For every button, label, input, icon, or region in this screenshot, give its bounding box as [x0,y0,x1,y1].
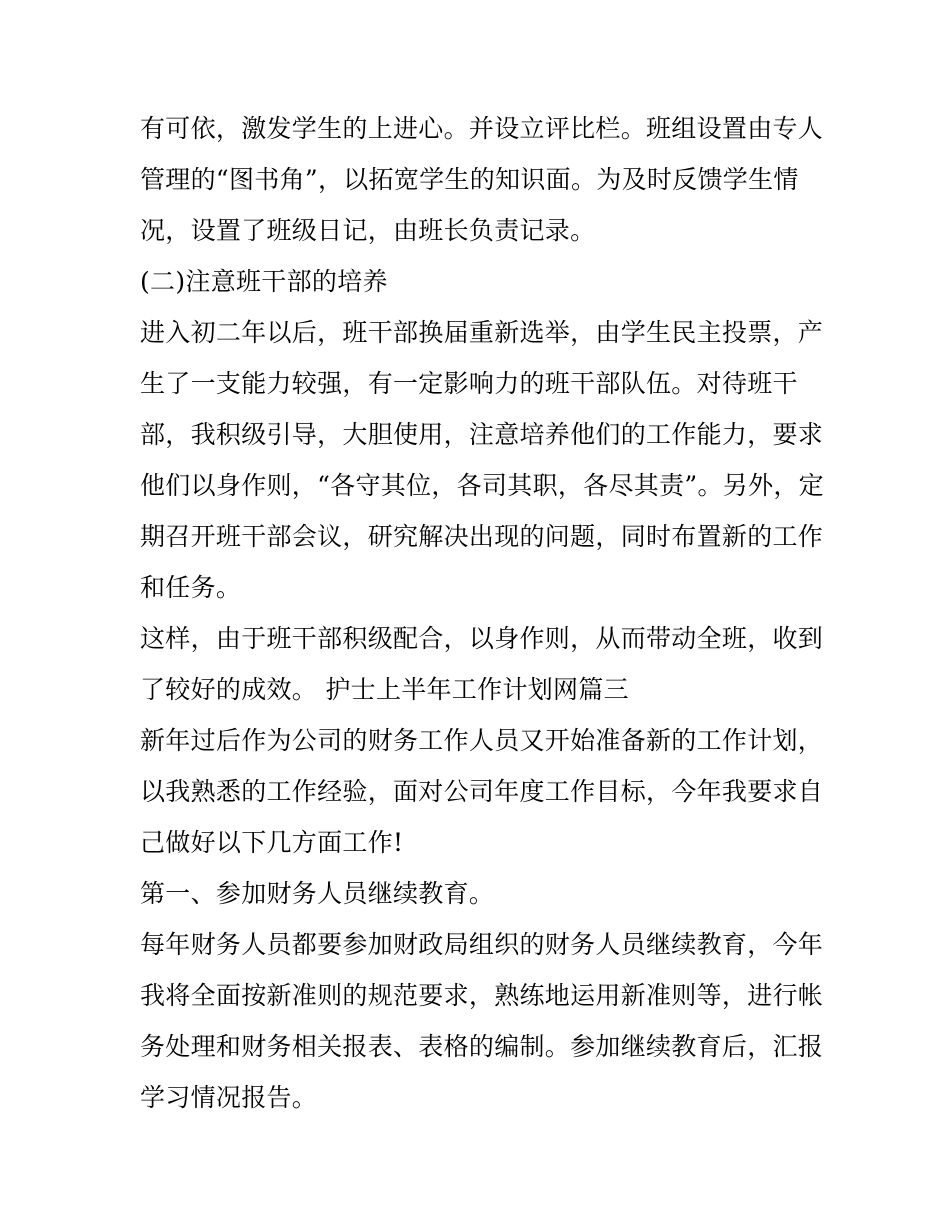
text-line: 况，设置了班级日记，由班长负责记录。 [140,216,596,245]
text-line: 期召开班干部会议，研究解决出现的问题，同时布置新的工作 [140,522,824,551]
text-line: 新年过后作为公司的财务工作人员又开始准备新的工作计划， [140,726,824,755]
text-line: 以我熟悉的工作经验，面对公司年度工作目标，今年我要求自 [140,777,824,806]
paragraph-7 [140,919,824,1123]
text-line: 学习情况报告。 [140,1083,318,1112]
paragraph-1 [140,103,824,256]
text-line: 第一、参加财务人员继续教育。 [140,879,495,908]
paragraph-4 [140,613,824,715]
text-line: 有可依，激发学生的上进心。并设立评比栏。班组设置由专人 [140,114,824,143]
section-heading [140,256,820,307]
text-line: 部，我积级引导，大胆使用，注意培养他们的工作能力，要求 [140,420,824,449]
text-line: 管理的“图书角”，以拓宽学生的知识面。为及时反馈学生情 [140,165,799,194]
text-line: 了较好的成效。 护士上半年工作计划网篇三 [140,675,629,704]
text-line: 我将全面按新准则的规范要求，熟练地运用新准则等，进行帐 [140,981,824,1010]
text-line: 他们以身作则，“各守其位，各司其职，各尽其责”。另外，定 [140,471,824,500]
paragraph-5 [140,715,824,868]
text-line: 己做好以下几方面工作! [140,828,404,857]
text-line: 这样，由于班干部积级配合，以身作则，从而带动全班，收到 [140,624,824,653]
text-line: (二)注意班干部的培养 [140,267,388,296]
text-line: 进入初二年以后，班干部换届重新选举，由学生民主投票，产 [140,318,824,347]
text-line: 务处理和财务相关报表、表格的编制。参加继续教育后，汇报 [140,1032,824,1061]
text-line: 和任务。 [140,573,242,602]
paragraph-3 [140,307,824,613]
subheading-first [140,868,820,919]
text-line: 生了一支能力较强，有一定影响力的班干部队伍。对待班干 [140,369,798,398]
text-line: 每年财务人员都要参加财政局组织的财务人员继续教育，今年 [140,930,824,959]
document-body [140,103,824,1123]
